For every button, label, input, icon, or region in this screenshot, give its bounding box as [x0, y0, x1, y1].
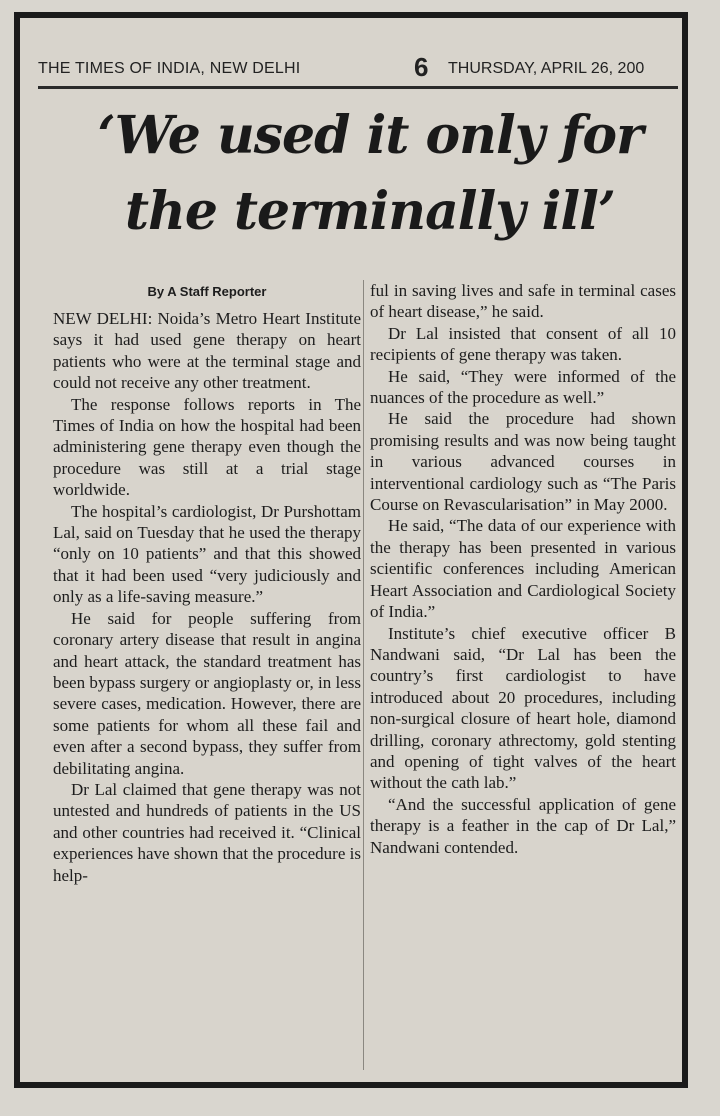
headline	[60, 98, 680, 250]
article-paragraph: He said, “The data of our experience with the therapy has been presented in various scientific conferences including American Heart Association and Cardiological Society of India.”	[370, 516, 676, 622]
byline: By A Staff Reporter	[147, 284, 267, 299]
article-paragraph: He said the procedure had shown promising results and was now being taught in various advanced courses in interventional cardiology such as “The Paris Course on Revascularisation” in May 2000.	[370, 409, 676, 515]
newspaper-clipping	[14, 12, 688, 1088]
article-paragraph: Institute’s chief executive officer B Nandwani said, “Dr Lal has been the country’s first cardiologist to have introduced about 20 procedures, including non-surgical closure of heart hole, diamond drilling, coronary athrectomy, gold stenting and opening of tight valves of the heart without the cath lab.”	[370, 623, 676, 793]
article-column-right	[370, 280, 676, 858]
masthead	[38, 52, 678, 82]
headline-line-2: the terminally ill’	[125, 181, 615, 242]
publication-date: THURSDAY, APRIL 26, 200	[448, 60, 645, 77]
article-paragraph: NEW DELHI: Noida’s Metro Heart Institute says it had used gene therapy on heart patients who were at the terminal stage and could not receive any other treatment.	[53, 309, 361, 393]
publication-name: THE TIMES OF INDIA, NEW DELHI	[38, 60, 301, 77]
article-paragraph: He said, “They were informed of the nuances of the procedure as well.”	[370, 366, 676, 408]
dateline: NEW DELHI:	[53, 309, 153, 328]
article-paragraph: The response follows reports in The Times of India on how the hospital had been administering gene therapy even though the procedure was still at a trial stage worldwide.	[53, 394, 361, 500]
article-paragraph: “And the successful application of gene therapy is a feather in the cap of Dr Lal,” Nandwani contended.	[370, 794, 676, 857]
article-paragraph: ful in saving lives and safe in terminal cases of heart disease,” he said.	[370, 281, 676, 322]
article-paragraph: The hospital’s cardiologist, Dr Purshottam Lal, said on Tuesday that he used the therapy “only on 10 patients” and that this showed that it had been used “very judiciously and only as a life-saving measure.”	[53, 501, 361, 607]
headline-line-1: ‘We used it only for	[97, 105, 643, 166]
page-number: 6	[414, 52, 429, 82]
article-paragraph: Dr Lal insisted that consent of all 10 recipients of gene therapy was taken.	[370, 323, 676, 365]
column-divider	[363, 280, 364, 1070]
masthead-rule	[38, 86, 678, 89]
article-paragraph: He said for people suffering from coronary artery disease that result in angina and heart attack, the standard treatment has been bypass surgery or angioplasty or, in less severe cases, medication. However, there are some patients for whom all these fail and even after a second bypass, they suffer from debilitating angina.	[53, 608, 361, 778]
article-paragraph: Dr Lal claimed that gene therapy was not untested and hundreds of patients in the US and other countries had received it. “Clinical experiences have shown that the procedure is help-	[53, 779, 361, 885]
article-column-left	[53, 280, 361, 886]
